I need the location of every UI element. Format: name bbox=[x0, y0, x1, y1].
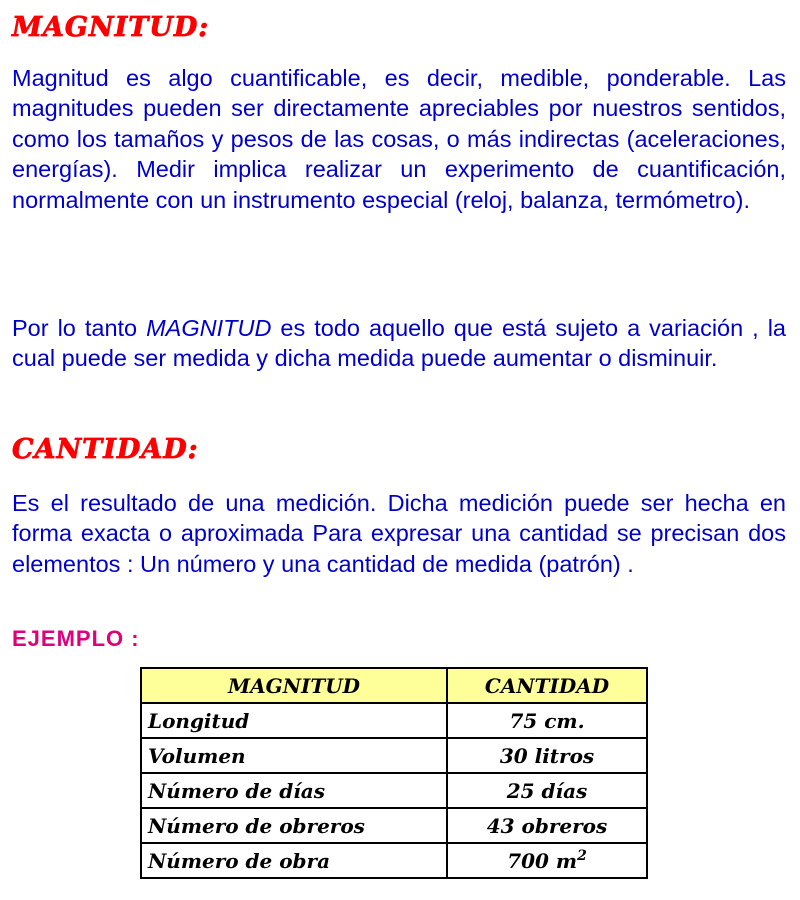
table-row bbox=[141, 773, 647, 808]
summary-text-start: Por lo tanto bbox=[12, 315, 147, 341]
cantidad-definition-paragraph: Es el resultado de una medición. Dicha medición puede ser hecha en forma exacta o aproximada Para expresar una cantidad se precisan dos elementos : Un número y una cantidad de medida (patrón) . bbox=[12, 490, 786, 577]
cell-cantidad: 30 litros bbox=[447, 738, 647, 773]
magnitud-definition-paragraph: Magnitud es algo cuantificable, es decir, medible, ponderable. Las magnitudes pueden ser directamente apreciables por nuestros sentidos, como los tamaños y pesos de las cosas, o más indirectas (aceleraciones, energías). Medir implica realizar un experimento de cuantificación, normalmente con un instrumento especial (reloj, balanza, termómetro). bbox=[12, 65, 786, 213]
header-magnitud: MAGNITUD bbox=[141, 668, 447, 703]
cell-magnitud: Longitud bbox=[141, 703, 447, 738]
cell-cantidad: 25 días bbox=[447, 773, 647, 808]
magnitud-heading: MAGNITUD: bbox=[12, 12, 210, 43]
cell-magnitud: Volumen bbox=[141, 738, 447, 773]
exponent: 2 bbox=[577, 848, 587, 864]
cell-magnitud: Número de obra bbox=[141, 843, 447, 878]
summary-text-end: es todo aquello que está sujeto a variación , la cual puede ser medida y dicha medida puede aumentar o disminuir. bbox=[12, 315, 786, 372]
example-table bbox=[140, 667, 648, 879]
table-header-row bbox=[141, 668, 647, 703]
cell-cantidad: 43 obreros bbox=[447, 808, 647, 843]
cell-cantidad bbox=[447, 843, 647, 878]
table-row bbox=[141, 808, 647, 843]
table-row bbox=[141, 703, 647, 738]
cell-magnitud: Número de días bbox=[141, 773, 447, 808]
summary-emphasis-word: MAGNITUD bbox=[146, 315, 272, 341]
cell-cantidad: 75 cm. bbox=[447, 703, 647, 738]
cantidad-heading: CANTIDAD: bbox=[12, 434, 199, 465]
magnitud-summary-paragraph bbox=[12, 313, 786, 374]
table-row bbox=[141, 843, 647, 878]
cantidad-value: 700 m bbox=[507, 849, 578, 873]
table-row bbox=[141, 738, 647, 773]
cell-magnitud: Número de obreros bbox=[141, 808, 447, 843]
header-cantidad: CANTIDAD bbox=[447, 668, 647, 703]
example-label: EJEMPLO : bbox=[12, 626, 140, 651]
